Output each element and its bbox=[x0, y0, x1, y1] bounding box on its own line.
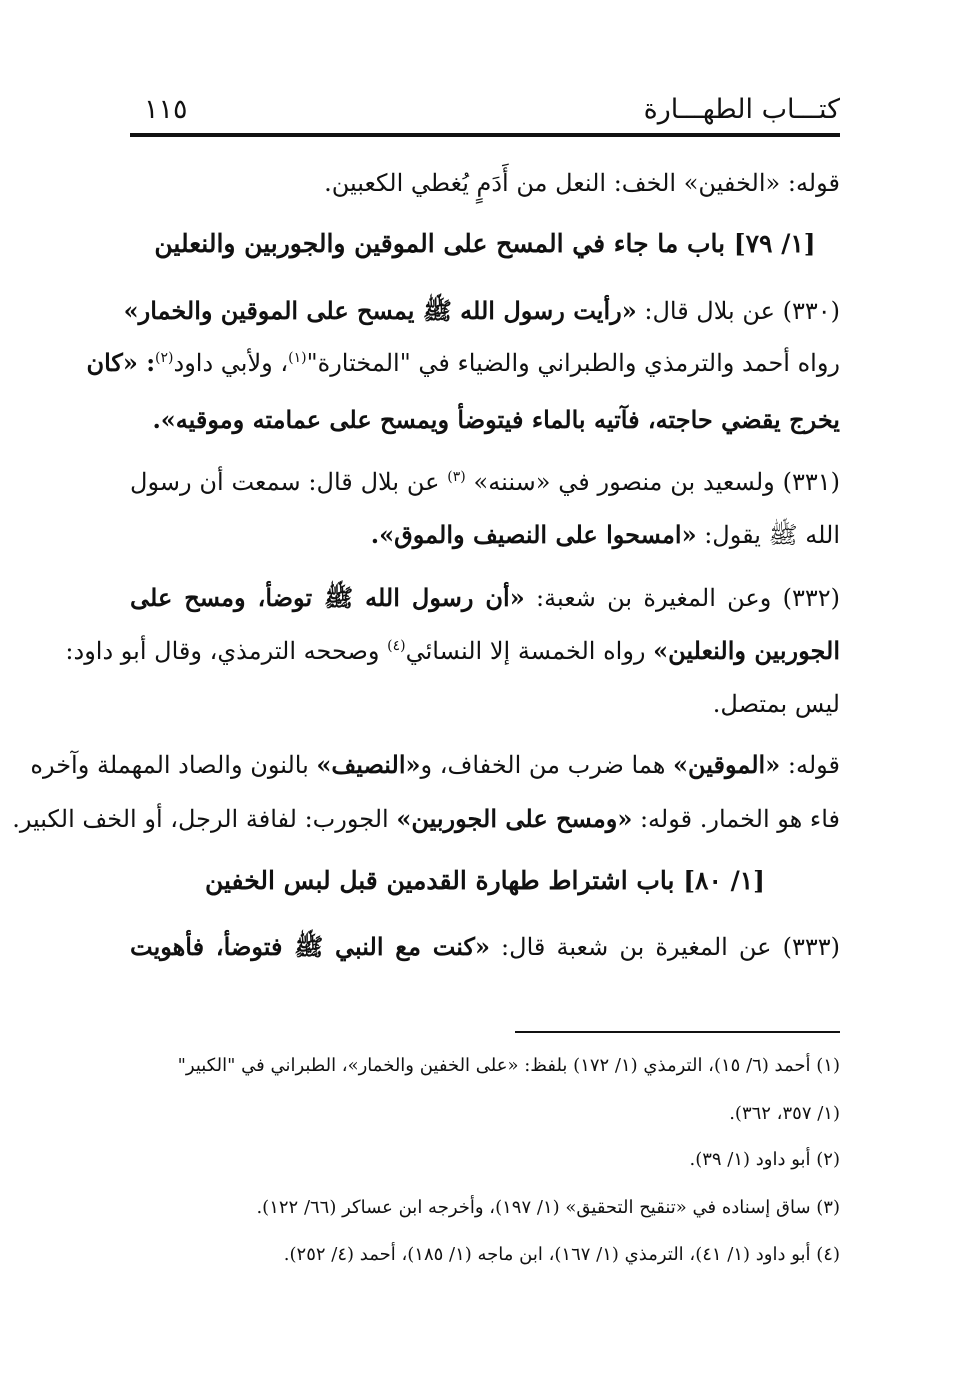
header-rule bbox=[130, 133, 840, 137]
footnote-1-continued: (١/ ٣٥٧، ٣٦٢). bbox=[729, 1103, 840, 1124]
section-heading-80: [١/ ٨٠] باب اشتراط طهارة القدمين قبل لبس الخفين bbox=[204, 866, 766, 895]
footnote-ref-3: (٣) bbox=[447, 469, 466, 485]
footnote-rule bbox=[515, 1031, 840, 1033]
text-line-10: ليس بمتصل. bbox=[712, 690, 840, 718]
footnote-2: (٢) أبو داود (١/ ٣٩). bbox=[689, 1149, 840, 1170]
text-line-7: الله ﷺ يقول: «امسحوا على النصيف والموق». bbox=[370, 520, 840, 549]
text-line-14: (٣٣٣) عن المغيرة بن شعبة قال: «كنت مع النبي ﷺ فتوضأ، فأهويت bbox=[130, 932, 840, 961]
text-line-4: رواه أحمد والترمذي والطبراني والضياء في "المختارة"$^{(١)}$، ولأبي داود$^{(٢)}$: «كان bbox=[86, 348, 840, 377]
text-line-1: قوله: «الخفين» الخف: النعل من أَدَمٍ يُغطي الكعبين. bbox=[324, 169, 840, 197]
text-line-12: فاء هو الخمار. قوله: «ومسح على الجوربين» الجورب: لفافة الرجل، أو الخف الكبير. bbox=[12, 804, 840, 833]
running-title: كتـــاب الطهـــارة bbox=[643, 94, 840, 125]
footnote-4: (٤) أبو داود (١/ ٤١)، الترمذي (١/ ١٦٧)، ابن ماجه (١/ ١٨٥)، أحمد (٤/ ٢٥٢). bbox=[283, 1244, 840, 1265]
page-number: ١١٥ bbox=[144, 94, 188, 125]
footnote-3: (٣) ساق إسناده في «تنقيح التحقيق» (١/ ١٩٧)، وأخرجه ابن عساكر (٦٦/ ١٢٢). bbox=[256, 1197, 840, 1218]
text-line-8: (٣٣٢) وعن المغيرة بن شعبة: «أن رسول الله ﷺ توضأ، ومسح على bbox=[130, 583, 840, 612]
footnote-ref-2: (٢) bbox=[155, 350, 174, 366]
footnote-ref-1: (١) bbox=[288, 350, 307, 366]
text-line-9: الجوربين والنعلين» رواه الخمسة إلا النسائي$^{(٤)}$ وصححه الترمذي، وقال أبو داود: bbox=[65, 636, 840, 665]
footnote-1: (١) أحمد (٦/ ١٥)، الترمذي (١/ ١٧٢) بلفظ: «على الخفين والخمار»، الطبراني في "الكبير" bbox=[177, 1055, 840, 1076]
page-header bbox=[130, 92, 840, 138]
text-line-11: قوله: «الموقين» هما ضرب من الخفاف، و«النصيف» بالنون والصاد المهملة وآخره bbox=[30, 750, 840, 779]
text-line-3: (٣٣٠) عن بلال قال: «رأيت رسول الله ﷺ يمسح على الموقين والخمار» bbox=[123, 296, 840, 325]
footnote-ref-4: (٤) bbox=[387, 638, 406, 654]
section-heading-79: [١/ ٧٩] باب ما جاء في المسح على الموقين والجوربين والنعلين bbox=[154, 229, 816, 258]
text-line-6: (٣٣١) ولسعيد بن منصور في «سننه» $^{(٣)}$ عن بلال قال: سمعت أن رسول bbox=[130, 468, 840, 496]
text-line-5: يخرج يقضي حاجته، فآتيه بالماء فيتوضأ ويمسح على عمامته وموقيه». bbox=[152, 405, 840, 434]
